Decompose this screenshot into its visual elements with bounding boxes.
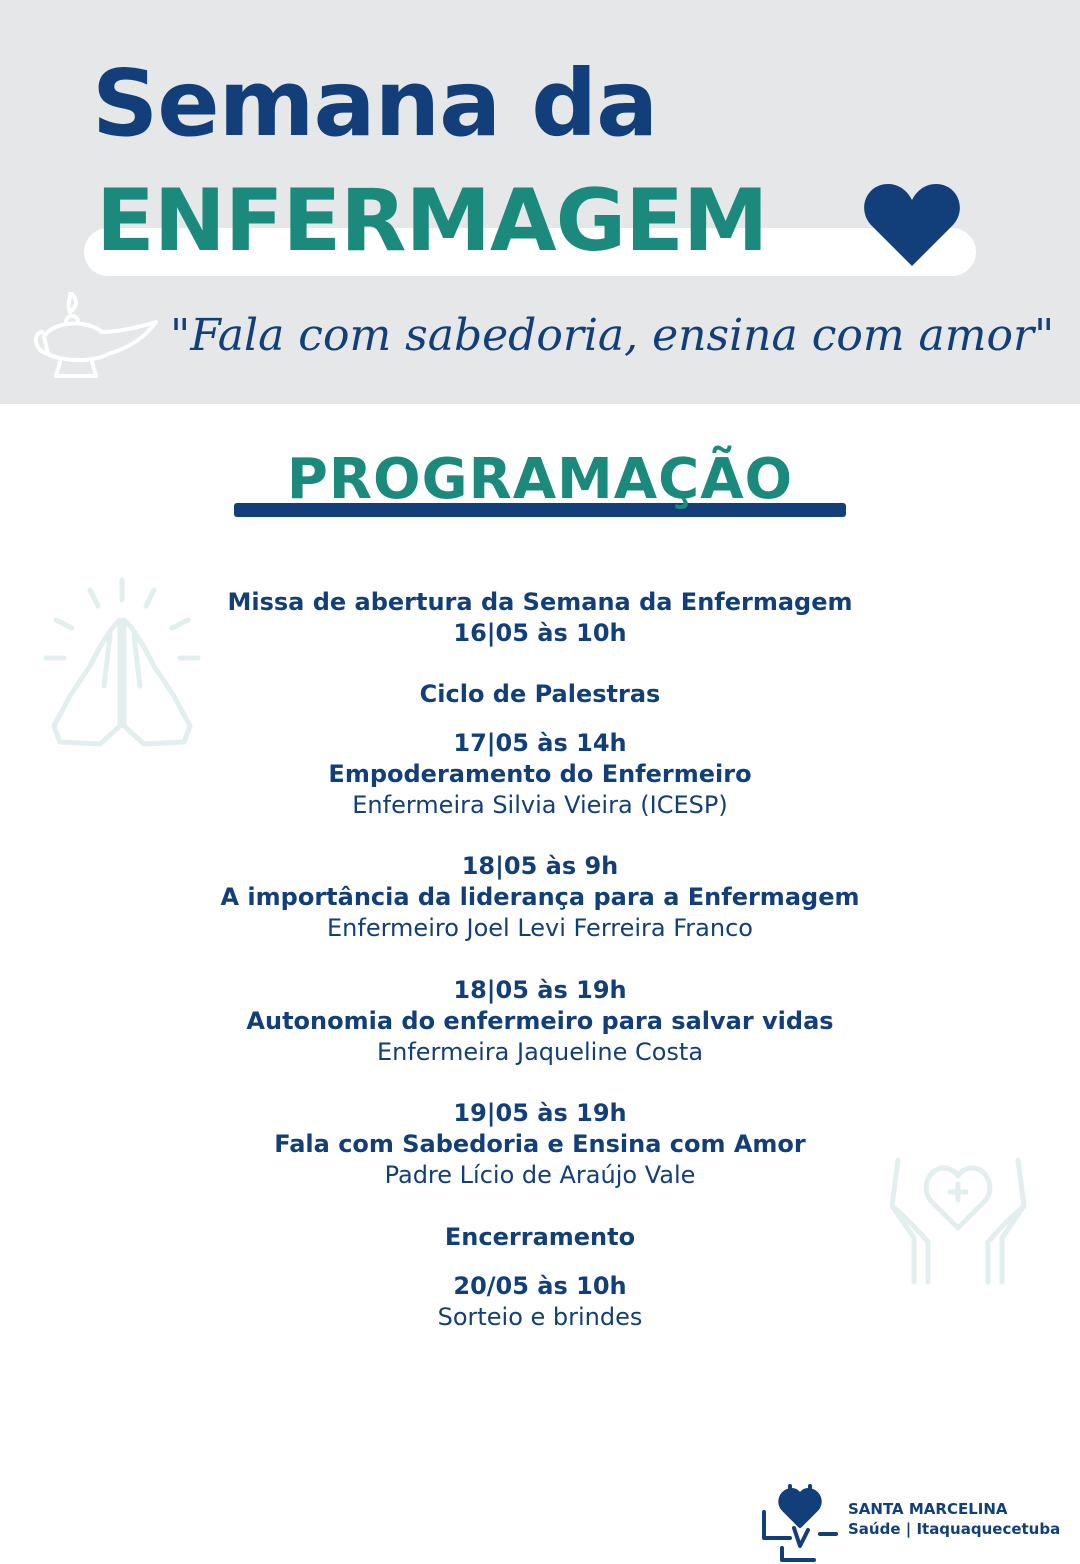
- brand-subtitle: Saúde | Itaquaquecetuba: [848, 1520, 1061, 1538]
- santa-marcelina-logo-icon: [760, 1482, 840, 1564]
- schedule-line-9: Enfermeiro Joel Levi Ferreira Franco: [327, 914, 753, 942]
- schedule-line-12: Enfermeira Jaqueline Costa: [376, 1038, 704, 1066]
- schedule-line-15: Padre Lício de Araújo Vale: [384, 1161, 696, 1189]
- title-line-2: ENFERMAGEM: [96, 171, 768, 271]
- schedule-line-8: A importância da liderança para a Enfermagem: [220, 883, 860, 911]
- schedule-line-4: 17|05 às 14h: [453, 729, 627, 757]
- schedule-line-17: 20/05 às 10h: [453, 1272, 627, 1300]
- schedule-line-5: Empoderamento do Enfermeiro: [328, 760, 752, 788]
- schedule-line-3: Ciclo de Palestras: [419, 680, 661, 708]
- schedule-line-13: 19|05 às 19h: [453, 1099, 627, 1127]
- oil-lamp-icon: [26, 292, 166, 384]
- brand-name: SANTA MARCELINA: [848, 1500, 1008, 1518]
- heart-icon: [860, 180, 964, 270]
- title-line-1: Semana da: [92, 50, 658, 157]
- schedule-line-14: Fala com Sabedoria e Ensina com Amor: [274, 1130, 806, 1158]
- schedule-line-6: Enfermeira Silvia Vieira (ICESP): [352, 791, 728, 819]
- schedule-line-11: Autonomia do enfermeiro para salvar vidas: [246, 1007, 834, 1035]
- quote-text: "Fala com sabedoria, ensina com amor": [170, 310, 1055, 361]
- caring-hands-heart-icon: [884, 1152, 1032, 1292]
- schedule-line-7: 18|05 às 9h: [461, 852, 619, 880]
- schedule-line-2: 16|05 às 10h: [453, 619, 627, 647]
- schedule-line-1: Missa de abertura da Semana da Enfermagem: [227, 588, 853, 616]
- schedule-line-18: Sorteio e brindes: [437, 1303, 643, 1331]
- schedule-line-10: 18|05 às 19h: [453, 976, 627, 1004]
- section-title: PROGRAMAÇÃO: [286, 447, 794, 512]
- schedule-line-16: Encerramento: [444, 1223, 636, 1251]
